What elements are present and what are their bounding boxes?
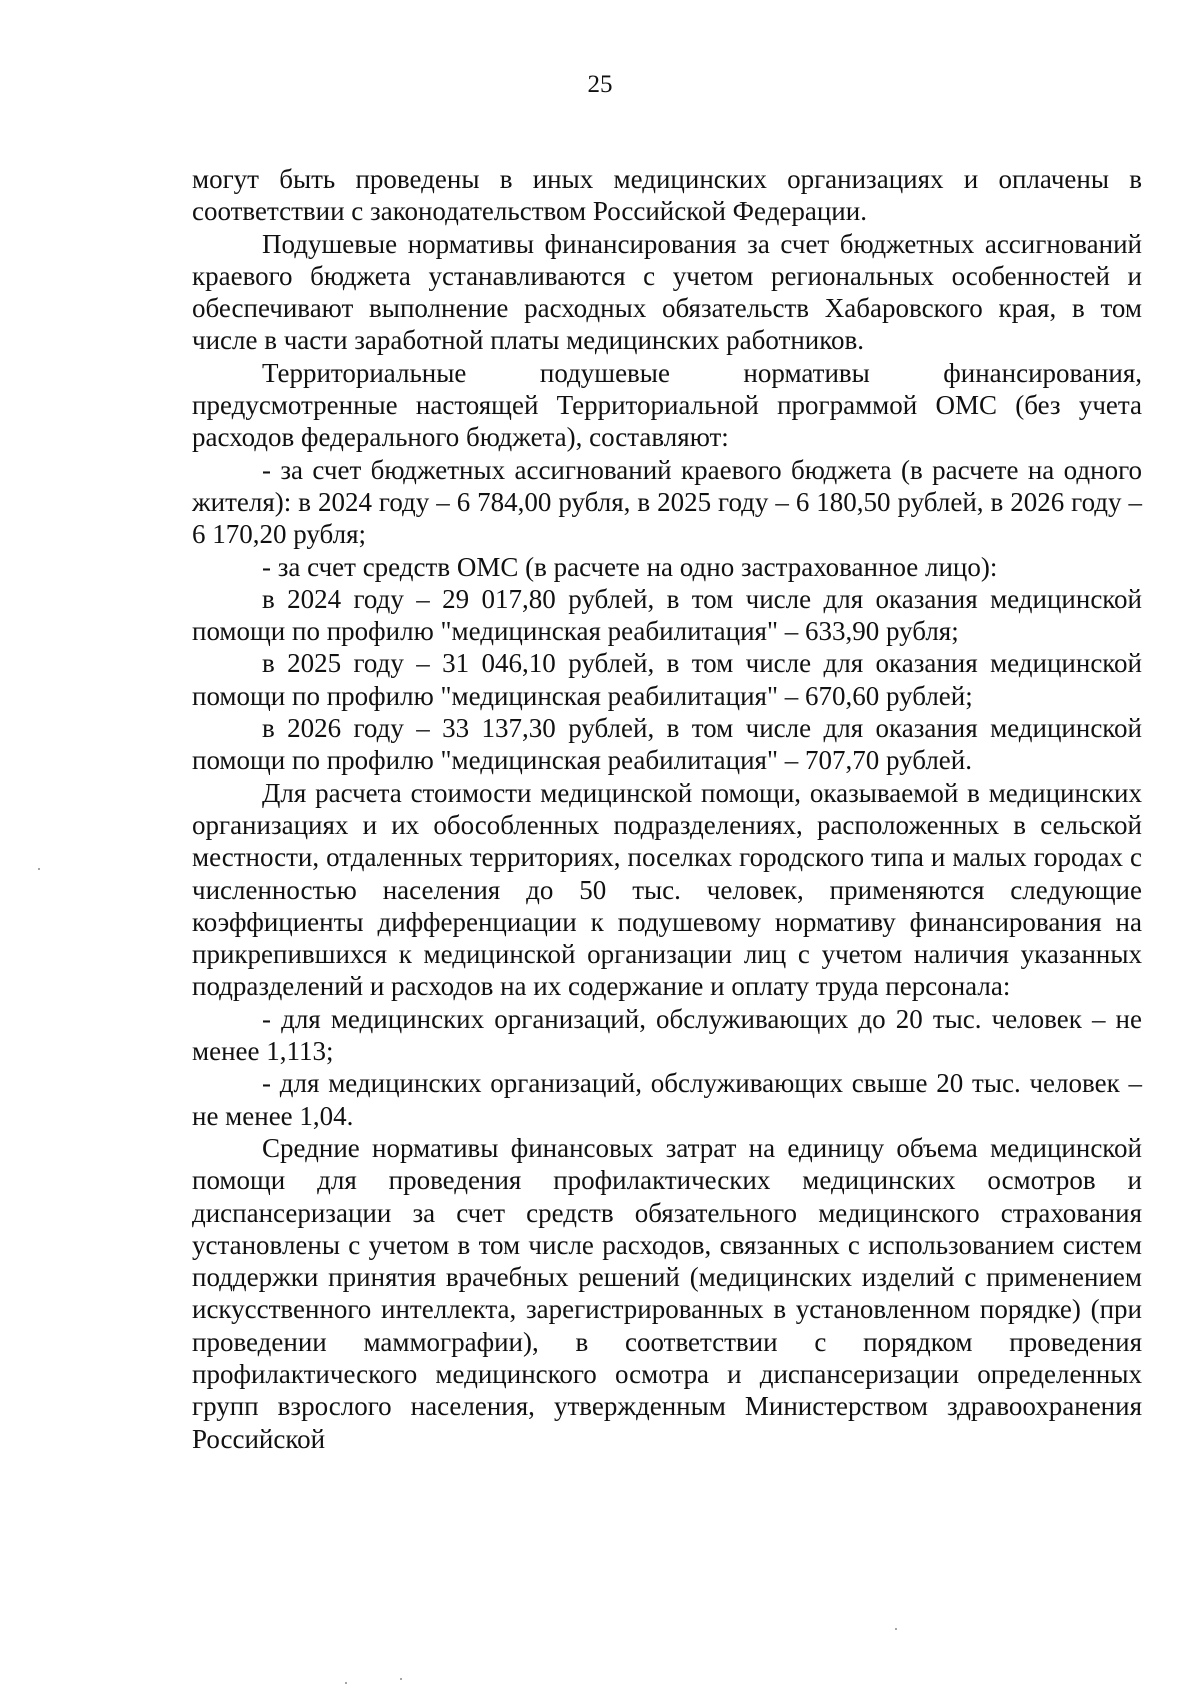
scan-speck bbox=[345, 1682, 347, 1684]
page-number: 25 bbox=[587, 71, 613, 98]
paragraph-year-2026: в 2026 году – 33 137,30 рублей, в том числе для оказания медицинской помощи по профилю "медицинская реабилитация" – 707,70 рублей. bbox=[192, 713, 1142, 776]
paragraph-regional-budget-item: - за счет бюджетных ассигнований краевого бюджета (в расчете на одного жителя): в 2024 году – 6 784,00 рубля, в 2025 году – 6 180,50 рублей, в 2026 году – 6 170,20 рубля; bbox=[192, 454, 1142, 550]
scan-speck bbox=[400, 1678, 402, 1680]
paragraph-continuation: могут быть проведены в иных медицинских организациях и оплачены в соответствии с законодательством Российской Федерации. bbox=[192, 164, 1142, 227]
paragraph-per-capita-budget: Подушевые нормативы финансирования за счет бюджетных ассигнований краевого бюджета устанавливаются с учетом региональных особенностей и обеспечивают выполнение расходных обязательств Хабаровского края, в том числе в части заработной платы медицинских работников. bbox=[192, 228, 1142, 356]
paragraph-oms-item: - за счет средств ОМС (в расчете на одно застрахованное лицо): bbox=[262, 551, 998, 582]
scan-speck bbox=[895, 1628, 897, 1630]
paragraph-year-2024: в 2024 году – 29 017,80 рублей, в том числе для оказания медицинской помощи по профилю "медицинская реабилитация" – 633,90 рубля; bbox=[192, 583, 1142, 647]
paragraph-year-2025: в 2025 году – 31 046,10 рублей, в том числе для оказания медицинской помощи по профилю "медицинская реабилитация" – 670,60 рублей; bbox=[192, 648, 1142, 711]
paragraph-rural-coefficients: Для расчета стоимости медицинской помощи, оказываемой в медицинских организациях и их обособленных подразделениях, расположенных в сельской местности, отдаленных территориях, поселках городского типа и малых городах с численностью населения до 50 тыс. человек, применяются следующие коэффициенты дифференциации к подушевому нормативу финансирования на прикрепившихся к медицинской организации лиц с учетом наличия указанных подразделений и расходов на их содержание и оплату труда персонала: bbox=[192, 777, 1142, 1002]
paragraph-territorial-norms: Территориальные подушевые нормативы финансирования, предусмотренные настоящей Территориальной программой ОМС (без учета расходов федерального бюджета), составляют: bbox=[192, 357, 1142, 453]
document-body bbox=[192, 163, 1142, 1455]
paragraph-average-cost-norms: Средние нормативы финансовых затрат на единицу объема медицинской помощи для проведения профилактических медицинских осмотров и диспансеризации за счет средств обязательного медицинского страхования установлены с учетом в том числе расходов, связанных с использованием систем поддержки принятия врачебных решений (медицинских изделий с применением искусственного интеллекта, зарегистрированных в установленном порядке) (при проведении маммографии), в соответствии с порядком проведения профилактического медицинского осмотра и диспансеризации определенных групп взрослого населения, утвержденным Министерством здравоохранения Российской bbox=[192, 1132, 1142, 1454]
paragraph-coefficient-up-to-20k: - для медицинских организаций, обслуживающих до 20 тыс. человек – не менее 1,113; bbox=[192, 1003, 1142, 1067]
paragraph-coefficient-over-20k: - для медицинских организаций, обслуживающих свыше 20 тыс. человек – не менее 1,04. bbox=[192, 1068, 1142, 1131]
scan-speck bbox=[38, 868, 40, 870]
